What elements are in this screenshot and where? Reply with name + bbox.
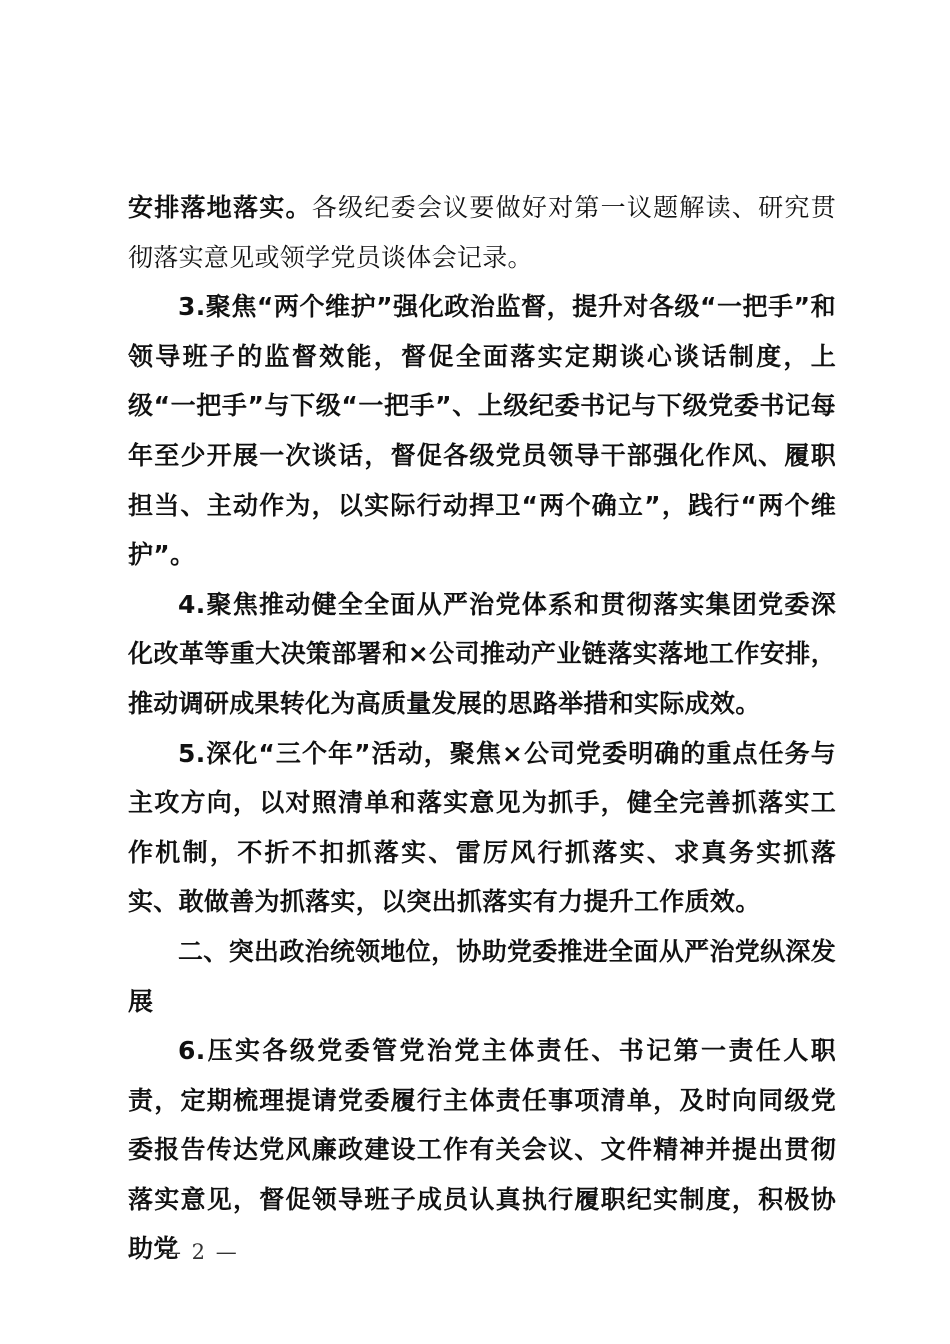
paragraph-text: 各级纪委会议要做好对第一议题解读、研究贯彻落实意见或领学党员谈体会记录。	[128, 193, 836, 272]
paragraph-lead-phrase: 安排落地落实。	[128, 193, 312, 222]
paragraph-item-3: 3.聚焦“两个维护”强化政治监督，提升对各级“一把手”和领导班子的监督效能，督促全面落实定期谈心谈话制度，上级“一把手”与下级“一把手”、上级纪委书记与下级党委书记每年至少开展一次谈话，督促各级党员领导干部强化作风、履职担当、主动作为，以实际行动捍卫“两个确立”，践行“两个维护”。	[128, 292, 836, 570]
page-number: — 2 —	[160, 1240, 239, 1264]
paragraph-continuation	[128, 183, 836, 282]
paragraph-item-4: 4.聚焦推动健全全面从严治党体系和贯彻落实集团党委深化改革等重大决策部署和×公司推动产业链落实落地工作安排，推动调研成果转化为高质量发展的思路举措和实际成效。	[128, 589, 836, 718]
section-heading-2: 二、突出政治统领地位，协助党委推进全面从严治党纵深发展	[128, 936, 836, 1016]
paragraph-item-5: 5.深化“三个年”活动，聚焦×公司党委明确的重点任务与主攻方向，以对照清单和落实意见为抓手，健全完善抓落实工作机制，不折不扣抓落实、雷厉风行抓落实、求真务实抓落实、敢做善为抓落实，以突出抓落实有力提升工作质效。	[128, 738, 836, 917]
document-body	[128, 183, 836, 1274]
paragraph-item-6: 6.压实各级党委管党治党主体责任、书记第一责任人职责，定期梳理提请党委履行主体责任事项清单，及时向同级党委报告传达党风廉政建设工作有关会议、文件精神并提出贯彻落实意见，督促领导班子成员认真执行履职纪实制度，积极协助党	[128, 1036, 836, 1264]
